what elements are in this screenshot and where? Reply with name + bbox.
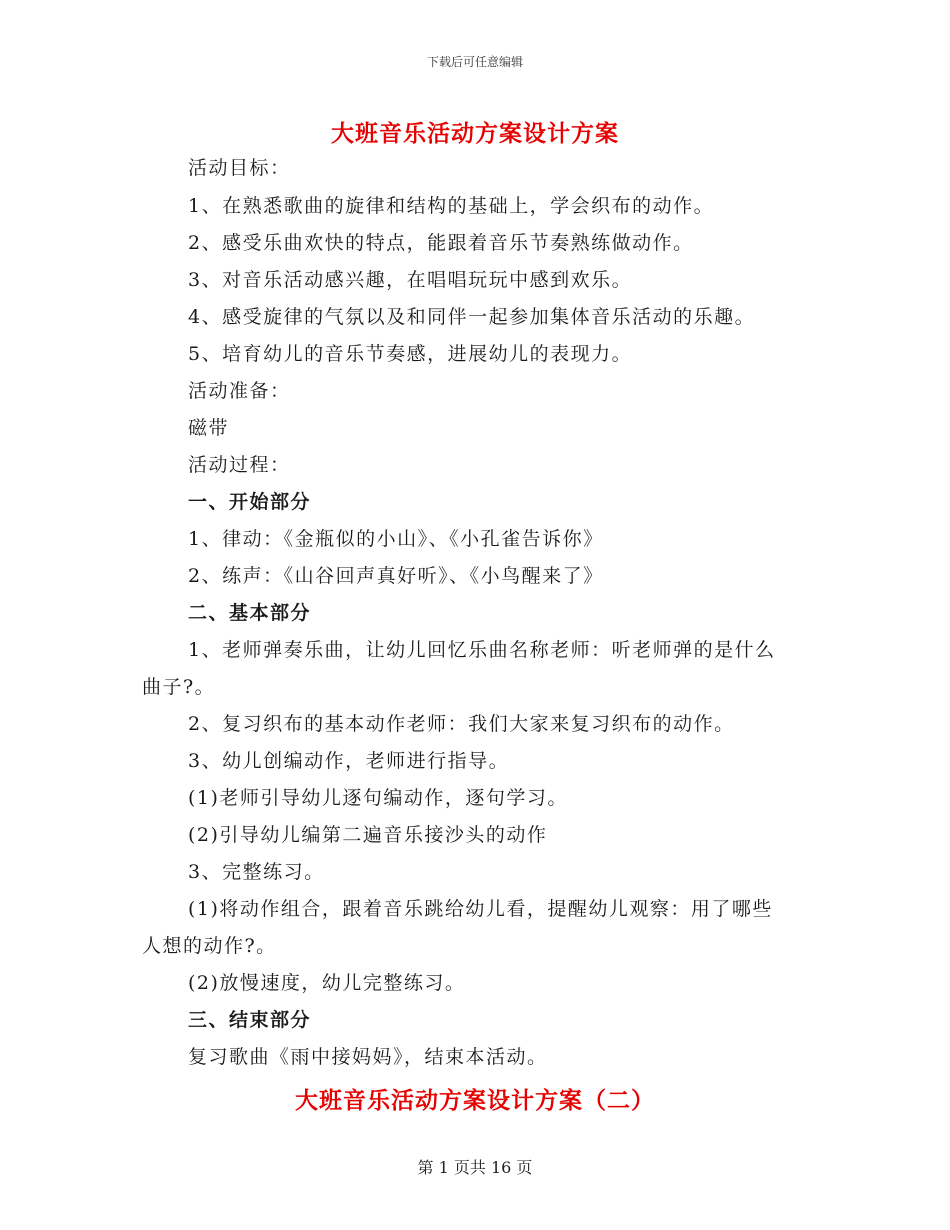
- part1-heading: 一、开始部分: [188, 491, 312, 513]
- goal-item-1: 1、在熟悉歌曲的旋律和结构的基础上，学会织布的动作。: [188, 195, 715, 217]
- section-process-heading: 活动过程：: [188, 454, 291, 476]
- page-footer: 第 1 页共 16 页: [417, 1158, 533, 1177]
- part1-item-1: 1、律动：《金瓶似的小山》、《小孔雀告诉你》: [188, 528, 604, 550]
- section-prep-heading: 活动准备：: [188, 380, 291, 402]
- part2-item-2: 2、复习织布的基本动作老师：我们大家来复习织布的动作。: [188, 713, 735, 735]
- goal-item-3: 3、对音乐活动感兴趣，在唱唱玩玩中感到欢乐。: [188, 269, 633, 291]
- part2-item-1: [142, 638, 776, 699]
- part2-item-3-sub-1: (1)老师引导幼儿逐句编动作，逐句学习。: [188, 787, 568, 809]
- part2-item-1-line2: 曲子?。: [142, 676, 216, 698]
- part2-heading: 二、基本部分: [188, 602, 312, 624]
- part2-item-4-sub-1: [142, 897, 773, 958]
- part2-item-4-sub-1-line2: 人想的动作?。: [142, 935, 277, 957]
- prep-item: 磁带: [188, 417, 230, 439]
- part2-item-3-sub-2: (2)引导幼儿编第二遍音乐接沙头的动作: [188, 824, 548, 846]
- document-title: 大班音乐活动方案设计方案: [331, 120, 619, 147]
- goal-item-2: 2、感受乐曲欢快的特点，能跟着音乐节奏熟练做动作。: [188, 232, 694, 254]
- part2-item-4-sub-2: (2)放慢速度，幼儿完整练习。: [188, 972, 466, 994]
- part2-item-4-sub-1-line1: (1)将动作组合，跟着音乐跳给幼儿看，提醒幼儿观察：用了哪些: [188, 898, 773, 920]
- document-title-2: 大班音乐活动方案设计方案（二）: [295, 1087, 655, 1114]
- part3-heading: 三、结束部分: [188, 1009, 312, 1031]
- part3-item: 复习歌曲《雨中接妈妈》，结束本活动。: [188, 1046, 548, 1068]
- header-note: 下载后可任意编辑: [426, 55, 523, 69]
- part1-item-2: 2、练声：《山谷回声真好听》、《小鸟醒来了》: [188, 565, 604, 587]
- goal-item-4: 4、感受旋律的气氛以及和同伴一起参加集体音乐活动的乐趣。: [188, 306, 756, 328]
- section-goals-heading: 活动目标：: [188, 157, 291, 179]
- part2-item-4: 3、完整练习。: [188, 861, 325, 883]
- part2-item-1-line1: 1、老师弹奏乐曲，让幼儿回忆乐曲名称老师：听老师弹的是什么: [188, 639, 776, 661]
- goal-item-5: 5、培育幼儿的音乐节奏感，进展幼儿的表现力。: [188, 343, 633, 365]
- part2-item-3: 3、幼儿创编动作，老师进行指导。: [188, 750, 510, 772]
